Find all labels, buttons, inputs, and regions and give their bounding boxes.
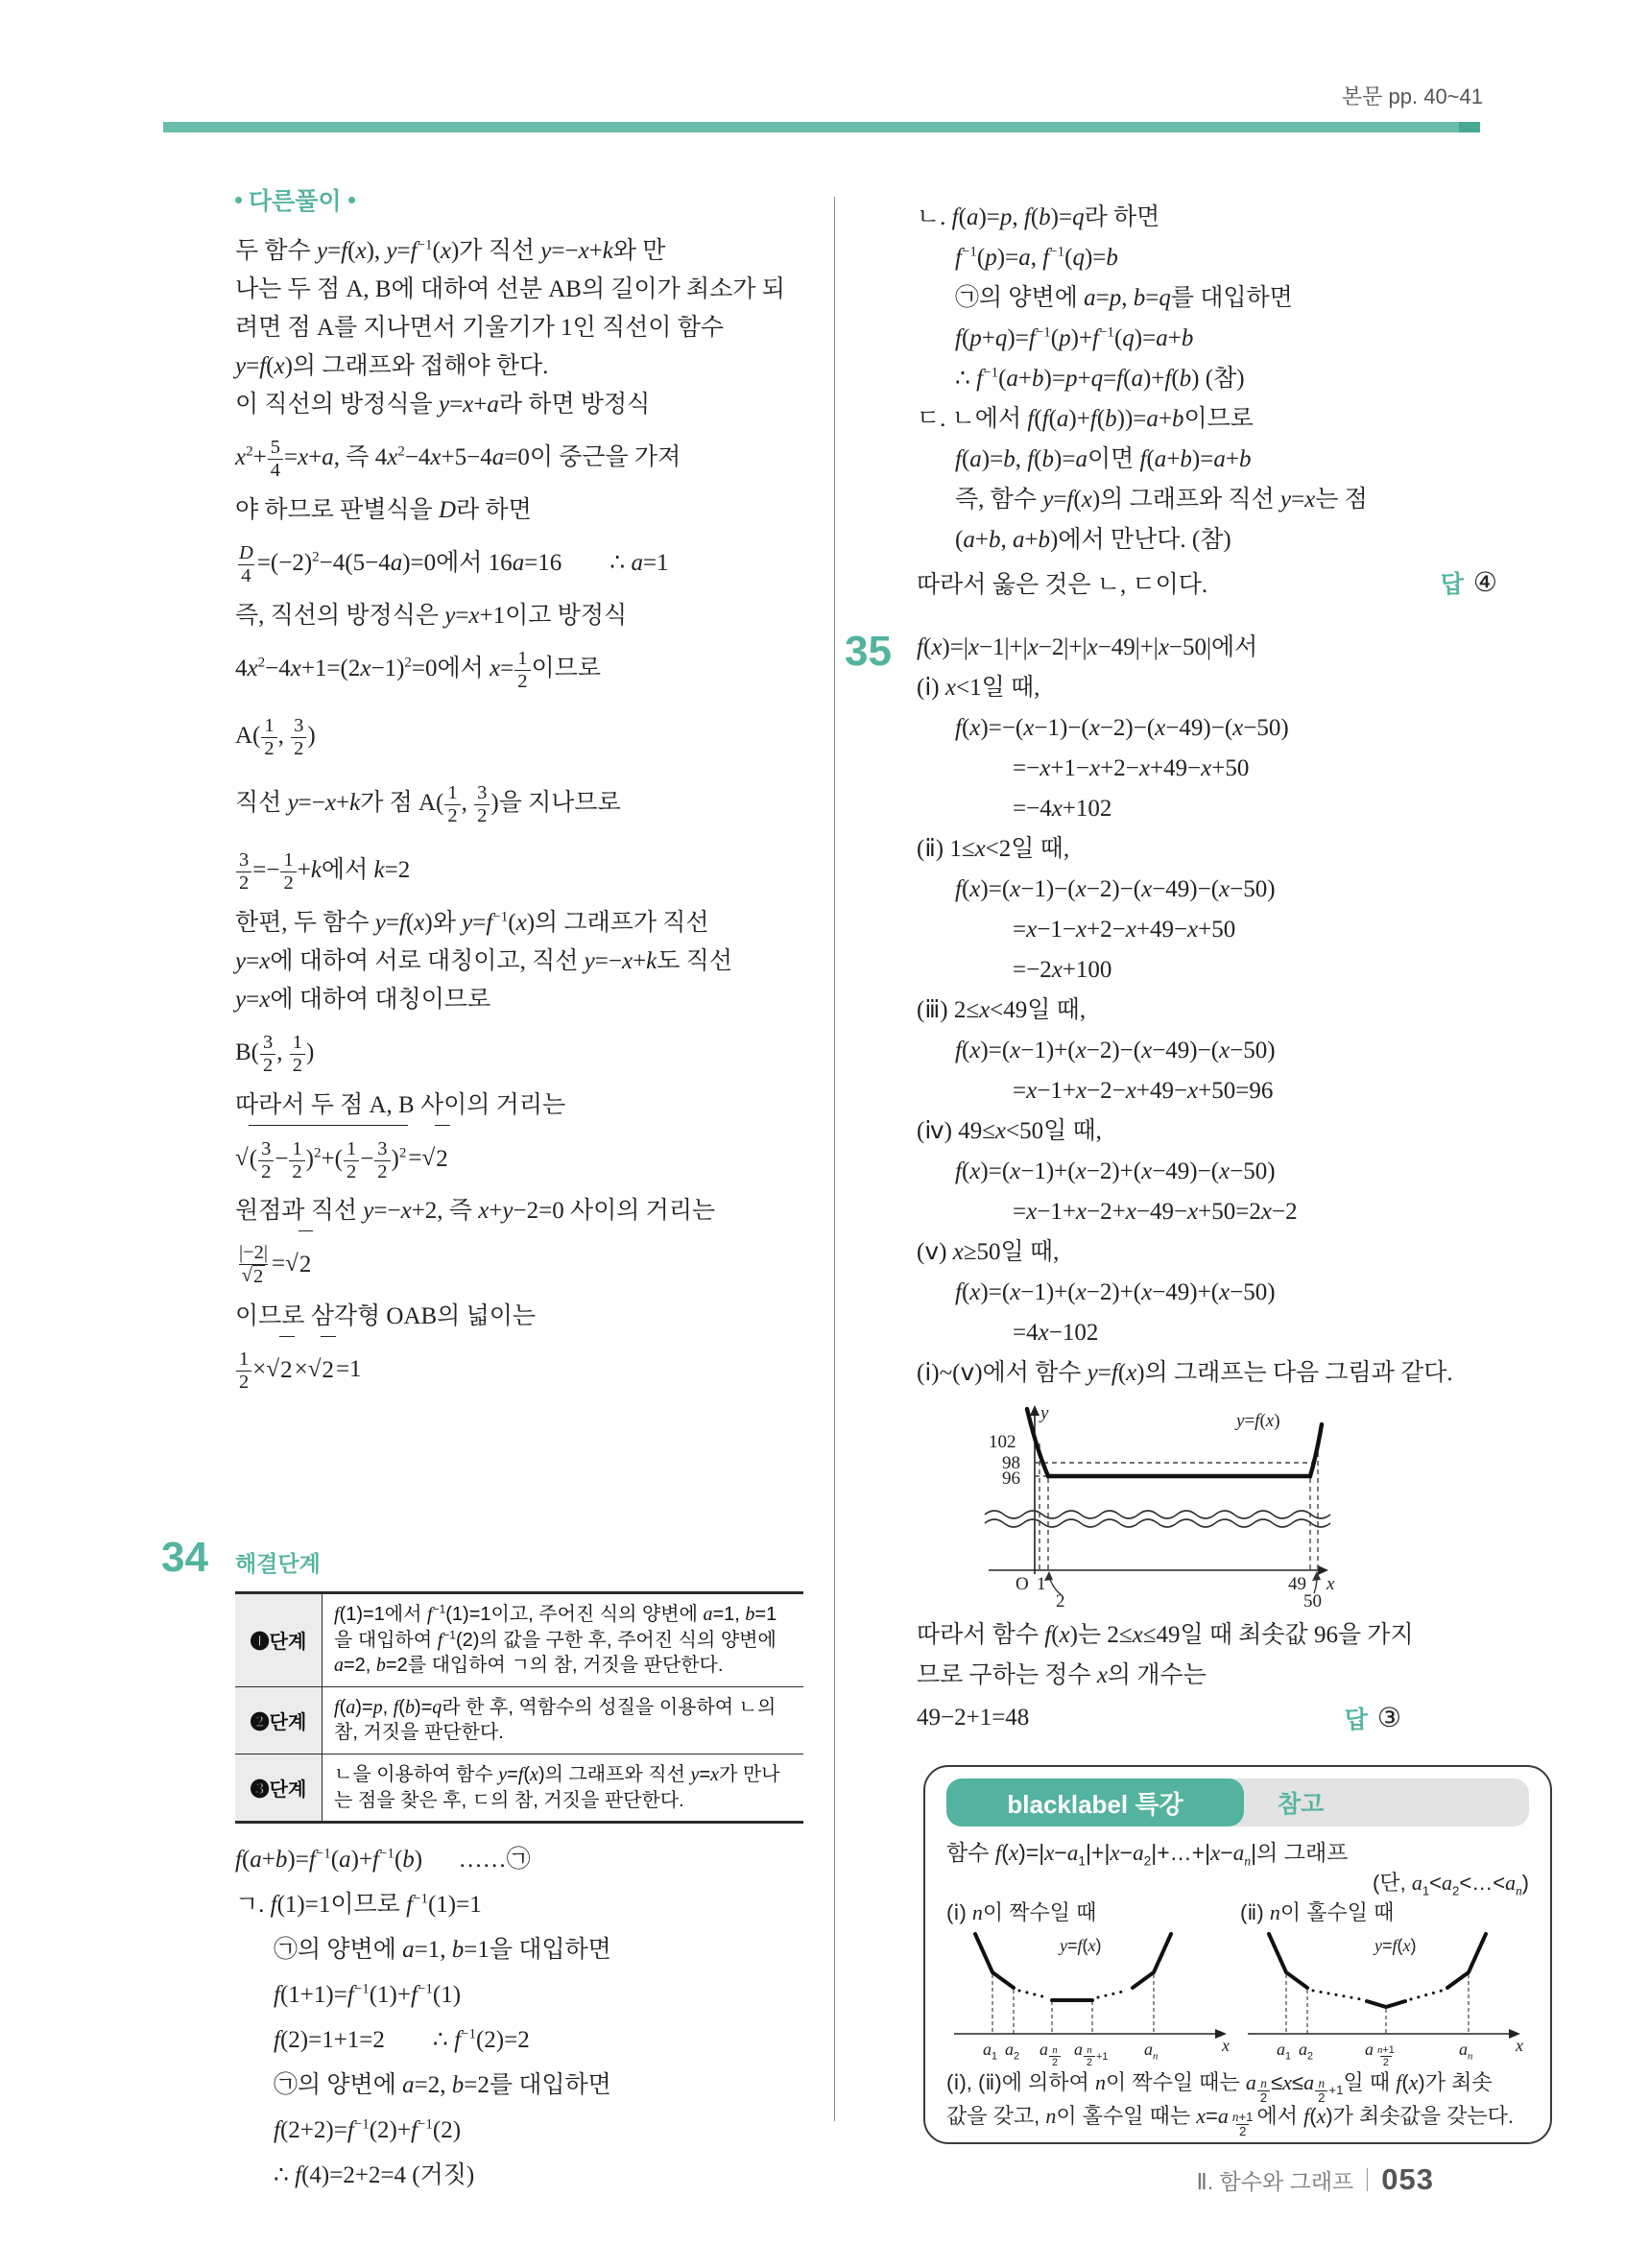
header-page-ref: 본문 pp. 40~41 [1341, 84, 1483, 108]
solution-line: (ⅰ)~(ⅴ)에서 함수 y=f(x)의 그래프는 다음 그림과 같다. [917, 1360, 1453, 1386]
blacklabel-pill: blacklabel 특강 [946, 1779, 1244, 1826]
solution-line: $\frac{1}{2}$ ×√ 2 ×√ 2 =1 [235, 1336, 811, 1403]
solution-line: |−2| √ 2 =√ 2 [235, 1230, 811, 1298]
answer-badge [1441, 565, 1497, 600]
solution-line: y=x에 대하여 서로 대칭이고, 직선 y=−x+k도 직선 [235, 948, 732, 974]
fx-curve-dots [1098, 1991, 1127, 1997]
graph-label: a $_{\frac{n+1}{2}}$ [1365, 2040, 1395, 2069]
solution-line: =−x+1−x+2−x+49−x+50 [1013, 755, 1250, 781]
solution-line: =x−1+x−2−x+49−x+50=96 [1013, 1078, 1274, 1104]
note-pill: 참고 [1278, 1791, 1325, 1818]
solution-line: 이므로 삼각형 OAB의 넓이는 [235, 1303, 537, 1329]
solution-line: $f(p+q)=f^{-1}(p)+f^{-1}(q)=a+b$ [955, 324, 1194, 351]
graph-label: 2 [1056, 1591, 1065, 1611]
solution-steps-body [235, 1593, 803, 1823]
step-row [235, 1754, 803, 1822]
note-line: 값을 갖고, n이 홀수일 때는 x=a $_{\frac{n+1}{2}}$ 에서 f(x)가 최솟값을 갖는다. [946, 2104, 1515, 2139]
solution-line: 한편, 두 함수 y=f(x)와 $y=f^{-1}(x)$의 그래프가 직선 [235, 909, 709, 936]
case-even [946, 1899, 1234, 2069]
fx-curve-dots [1411, 1991, 1442, 1999]
graph-label: y=f(x) [1374, 1936, 1417, 1955]
solution-line: 나는 두 점 A, B에 대하여 선분 AB의 길이가 최소가 되 [235, 276, 785, 302]
solution-line: $f^{-1}(p)=a$, $f^{-1}(q)=b$ [955, 244, 1118, 271]
fx-curve-right [1447, 1934, 1486, 1988]
solution-line: ∴ f(4)=2+2=4 (거짓) [274, 2162, 475, 2189]
step-number: ❸단계 [235, 1754, 323, 1822]
solution-line: 므로 구하는 정수 x의 개수는 [917, 1662, 1207, 1688]
mini-graph-even [946, 1926, 1234, 2069]
solution-line: A( $\frac{1}{2}$ , $\frac{3}{2}$ ) [235, 714, 316, 759]
alt-solution-section [235, 182, 811, 1403]
special-note-box [923, 1765, 1552, 2144]
note-line: (ⅰ), (ⅱ)에 의하여 n이 짝수일 때는 a $_{\frac{n}{2}}$ ≤x≤a $_{\frac{n}{2} +1}$일 때 f(x)가 최솟 [946, 2070, 1493, 2106]
right-column [845, 182, 1529, 2144]
y-axis-arrow-icon [1030, 1405, 1040, 1416]
column-divider [834, 197, 835, 2121]
solution-line: 원점과 직선 y=−x+2, 즉 x+y−2=0 사이의 거리는 [235, 1198, 716, 1224]
solution-line: $4x^2-4x+1=(2x-1)^2=0$에서 x= $\frac{1}{2}$ 이므로 [235, 647, 601, 692]
graph-label: 50 [1303, 1591, 1322, 1611]
fx-curve-left [975, 1934, 1014, 1988]
problem-number: 34 [161, 1534, 208, 1581]
solution-line: $\frac{D}{4}$ $=(-2)^2-4(5-4a)=0$에서 16a=16 ∴ a=1 [239, 541, 669, 586]
step-row [235, 1686, 803, 1754]
function-graph-figure [960, 1403, 1373, 1610]
graph-label: x [1326, 1574, 1335, 1594]
graph-label: y [1040, 1403, 1049, 1423]
problem-35 [845, 628, 1529, 2144]
solution-line: ㉠의 양변에 a=1, b=1을 대입하면 [274, 1937, 611, 1964]
answer-value: ④ [1472, 568, 1497, 598]
solution-line: f(x)=(x−1)+(x−2)+(x−49)+(x−50) [955, 1279, 1276, 1305]
solution-line: $f(a+b)=f^{-1}(a)+f^{-1}(b)$ ……㉠ [235, 1846, 531, 1874]
special-note-outro [946, 2065, 1529, 2139]
graph-label: a $_{\frac{n}{2}}$ [1040, 2040, 1062, 2068]
fx-curve-left [1269, 1934, 1307, 1988]
graph-label: 98 [1002, 1453, 1020, 1473]
graph-label: $a_n$ [1144, 2040, 1159, 2063]
problem-number: 35 [845, 628, 892, 675]
graph-label: $a_1$ [1277, 2040, 1292, 2063]
graph-label: x [1516, 2036, 1523, 2055]
problem-35-after-lines [917, 1615, 1497, 1696]
solution-line: 직선 y=−x+k가 점 A( $\frac{1}{2}$ , $\frac{3}{2}$ )을 지나므로 [235, 781, 621, 826]
problem-34-solution-lines [235, 1837, 810, 2198]
solution-line: (ⅱ) 1≤x<2일 때, [917, 836, 1070, 862]
solution-line: =x−1+x−2+x−49−x+50=2x−2 [1013, 1199, 1298, 1225]
solution-line: =x−1−x+2−x+49−x+50 [1013, 917, 1236, 943]
problem-35-solution-lines [917, 628, 1497, 1394]
footer-page-number: 053 [1381, 2162, 1434, 2196]
solution-line: (ⅴ) x≥50일 때, [917, 1239, 1060, 1265]
alt-solution-label [235, 182, 811, 217]
problem-35-conclusion [917, 1696, 1497, 1740]
fx-curve-right [1133, 1934, 1171, 1988]
alt-solution-lines [235, 232, 811, 1403]
special-note-intro: 함수 $f(x)=|x-a_1|+|x-a_2|+\dots+|x-a_n|$의 그래프 [946, 1840, 1349, 1869]
graph-label: 102 [989, 1432, 1016, 1452]
solution-line: 려면 점 A를 지나면서 기울기가 1인 직선이 함수 [235, 315, 725, 341]
solution-line: $x^2+$ $\frac{5}{4}$ =x+a, 즉 $4x^2-4x+5-4a=0$이 중근을 가져 [235, 436, 681, 481]
footer-divider [1367, 2168, 1368, 2191]
solution-line: ㄷ. ㄴ에서 f(f(a)+f(b))=a+b이므로 [917, 406, 1254, 432]
solution-line: 따라서 함수 f(x)는 2≤x≤49일 때 최솟값 96을 가지 [917, 1622, 1414, 1648]
solution-line: 즉, 함수 y=f(x)의 그래프와 직선 y=x는 점 [955, 487, 1368, 513]
alt-solution-label-text: 다른풀이 [249, 188, 342, 215]
graph-label: y=f(x) [1236, 1411, 1280, 1431]
wavy-break [985, 1519, 1330, 1527]
solution-line: f(a)=b, f(b)=a이면 f(a+b)=a+b [955, 446, 1252, 472]
graph-label: $a_1$ [983, 2040, 998, 2063]
step-description: f(1)=1에서 $f^{-1}(1)=1$이고, 주어진 식의 양변에 a=1, b=1을 대입하여 $f^{-1}(2)$의 값을 구한 후, 주어진 식의 양변에 a=2, b=2를 대입하여 ㄱ의 참, 거짓을 판단한다. [334, 1602, 777, 1677]
solution-line: 두 함수 y=f(x), $y=f^{-1}(x)$가 직선 y=−x+k와 만 [235, 237, 666, 264]
solution-line: 이 직선의 방정식을 y=x+a라 하면 방정식 [235, 392, 651, 418]
graph-label: 1 [1037, 1574, 1046, 1594]
solution-line: √ ( $\frac{3}{2}$ − $\frac{1}{2}$ )$^2$+( $\frac{1}{2}$ − $\frac{3}{2}$ )$^2$ =√ 2 [235, 1125, 811, 1192]
solution-line: f(x)=(x−1)+(x−2)−(x−49)−(x−50) [955, 1038, 1276, 1063]
solution-line: B( $\frac{3}{2}$ , $\frac{1}{2}$ ) [235, 1031, 315, 1076]
solution-line: f(x)=|x−1|+|x−2|+|x−49|+|x−50|에서 [917, 634, 1258, 660]
graph-label: a $_{\frac{n}{2} +1}$ [1074, 2040, 1109, 2069]
case-even-title: (ⅰ) n이 짝수일 때 [946, 1900, 1097, 1924]
solution-line: f(x)=(x−1)+(x−2)+(x−49)−(x−50) [955, 1158, 1276, 1184]
solution-line: y=x에 대하여 대칭이므로 [235, 987, 491, 1013]
fx-curve-dots [1019, 1991, 1046, 1997]
graph-label: 96 [1002, 1468, 1020, 1489]
solution-line: ㉠의 양변에 a=2, b=2를 대입하면 [274, 2072, 611, 2099]
solution-line: =−4x+102 [1013, 796, 1112, 822]
graph-label: x [1222, 2036, 1230, 2055]
graph-label: $a_n$ [1459, 2040, 1473, 2063]
problem-34-conclusion [917, 561, 1497, 605]
answer-badge [1345, 1701, 1401, 1735]
case-figures [946, 1899, 1529, 2069]
fx-curve-vertex [1367, 2001, 1405, 2007]
solution-line: 야 하므로 판별식을 D라 하면 [235, 497, 532, 523]
graph-label: $a_2$ [1299, 2040, 1314, 2063]
special-note-header [946, 1779, 1529, 1826]
conclusion-text: 따라서 옳은 것은 ㄴ, ㄷ이다. [917, 572, 1208, 598]
mini-graph-odd [1240, 1926, 1528, 2069]
solution-line: (ⅰ) x<1일 때, [917, 675, 1040, 701]
graph-label: 49 [1288, 1574, 1306, 1594]
problem-34 [161, 1534, 810, 2198]
solution-line: ∴ $f^{-1}(a+b)=p+q=f(a)+f(b)$ (참) [955, 365, 1245, 392]
step-description: f(a)=p, f(b)=q라 한 후, 역함수의 성질을 이용하여 ㄴ의 참, 거짓을 판단한다. [334, 1696, 777, 1744]
top-divider-bar [163, 122, 1480, 132]
solution-line: $\frac{3}{2}$ =− $\frac{1}{2}$ +k에서 k=2 [235, 837, 811, 904]
solution-line: f(x)=(x−1)−(x−2)−(x−49)−(x−50) [955, 876, 1276, 902]
solution-line: 즉, 직선의 방정식은 y=x+1이고 방정식 [235, 603, 628, 629]
solution-line: (ⅲ) 2≤x<49일 때, [917, 997, 1087, 1023]
solution-line: ㄴ. f(a)=p, f(b)=q라 하면 [917, 204, 1160, 230]
graph-label: O [1016, 1574, 1029, 1594]
answer-label: 답 [1440, 571, 1464, 598]
page-footer [960, 2162, 1434, 2197]
step-number: ❶단계 [235, 1593, 323, 1687]
graph-label: y=f(x) [1060, 1936, 1102, 1955]
solution-steps-table [235, 1591, 803, 1824]
solution-line: y=f(x)의 그래프와 접해야 한다. [235, 353, 549, 379]
special-note-condition: (단, $a_1<a_2<\dots<a_n$) [1373, 1871, 1529, 1898]
solution-line: =−2x+100 [1013, 957, 1112, 983]
solution-line: $f(2+2)=f^{-1}(2)+f^{-1}(2)$ [274, 2116, 462, 2144]
problem-34-continued-lines [917, 182, 1497, 561]
case-odd [1240, 1899, 1528, 2069]
fx-curve-dots [1313, 1991, 1361, 1999]
step-description: ㄴ을 이용하여 함수 y=f(x)의 그래프와 직선 y=x가 만나는 점을 찾은 후, ㄷ의 참, 거짓을 판단한다. [334, 1763, 780, 1811]
solution-line: 따라서 두 점 A, B 사이의 거리는 [235, 1092, 566, 1118]
answer-value: ③ [1376, 1704, 1401, 1733]
solution-line: f(x)=−(x−1)−(x−2)−(x−49)−(x−50) [955, 715, 1289, 741]
final-equation: 49−2+1=48 [917, 1705, 1030, 1731]
bullet-dot-icon [235, 197, 242, 203]
graph-label: $a_2$ [1005, 2040, 1020, 2063]
solution-line: f(2)=1+1=2 ∴ $f^{-1}(2)=2$ [274, 2026, 530, 2054]
solution-steps-label: 해결단계 [234, 1551, 321, 1576]
solution-line: (ⅳ) 49≤x<50일 때, [917, 1118, 1102, 1144]
bullet-dot-icon [348, 197, 355, 203]
case-odd-title: (ⅱ) n이 홀수일 때 [1240, 1900, 1395, 1924]
solution-line: =4x−102 [1013, 1320, 1099, 1346]
wavy-break [985, 1511, 1330, 1518]
solution-line: $f(1+1)=f^{-1}(1)+f^{-1}(1)$ [274, 1981, 462, 2009]
problem-34-header [161, 1534, 810, 1582]
step-row [235, 1593, 803, 1687]
solution-line: (a+b, a+b)에서 만난다. (참) [955, 527, 1231, 553]
answer-label: 답 [1344, 1707, 1368, 1733]
footer-chapter: Ⅱ. 함수와 그래프 [1196, 2168, 1354, 2194]
solution-line: ㉠의 양변에 a=p, b=q를 대입하면 [955, 285, 1293, 311]
solution-line: ㄱ. f(1)=1이므로 $f^{-1}(1)=1$ [235, 1891, 482, 1919]
top-bar-cap [1459, 122, 1480, 132]
step-number: ❷단계 [235, 1686, 323, 1754]
